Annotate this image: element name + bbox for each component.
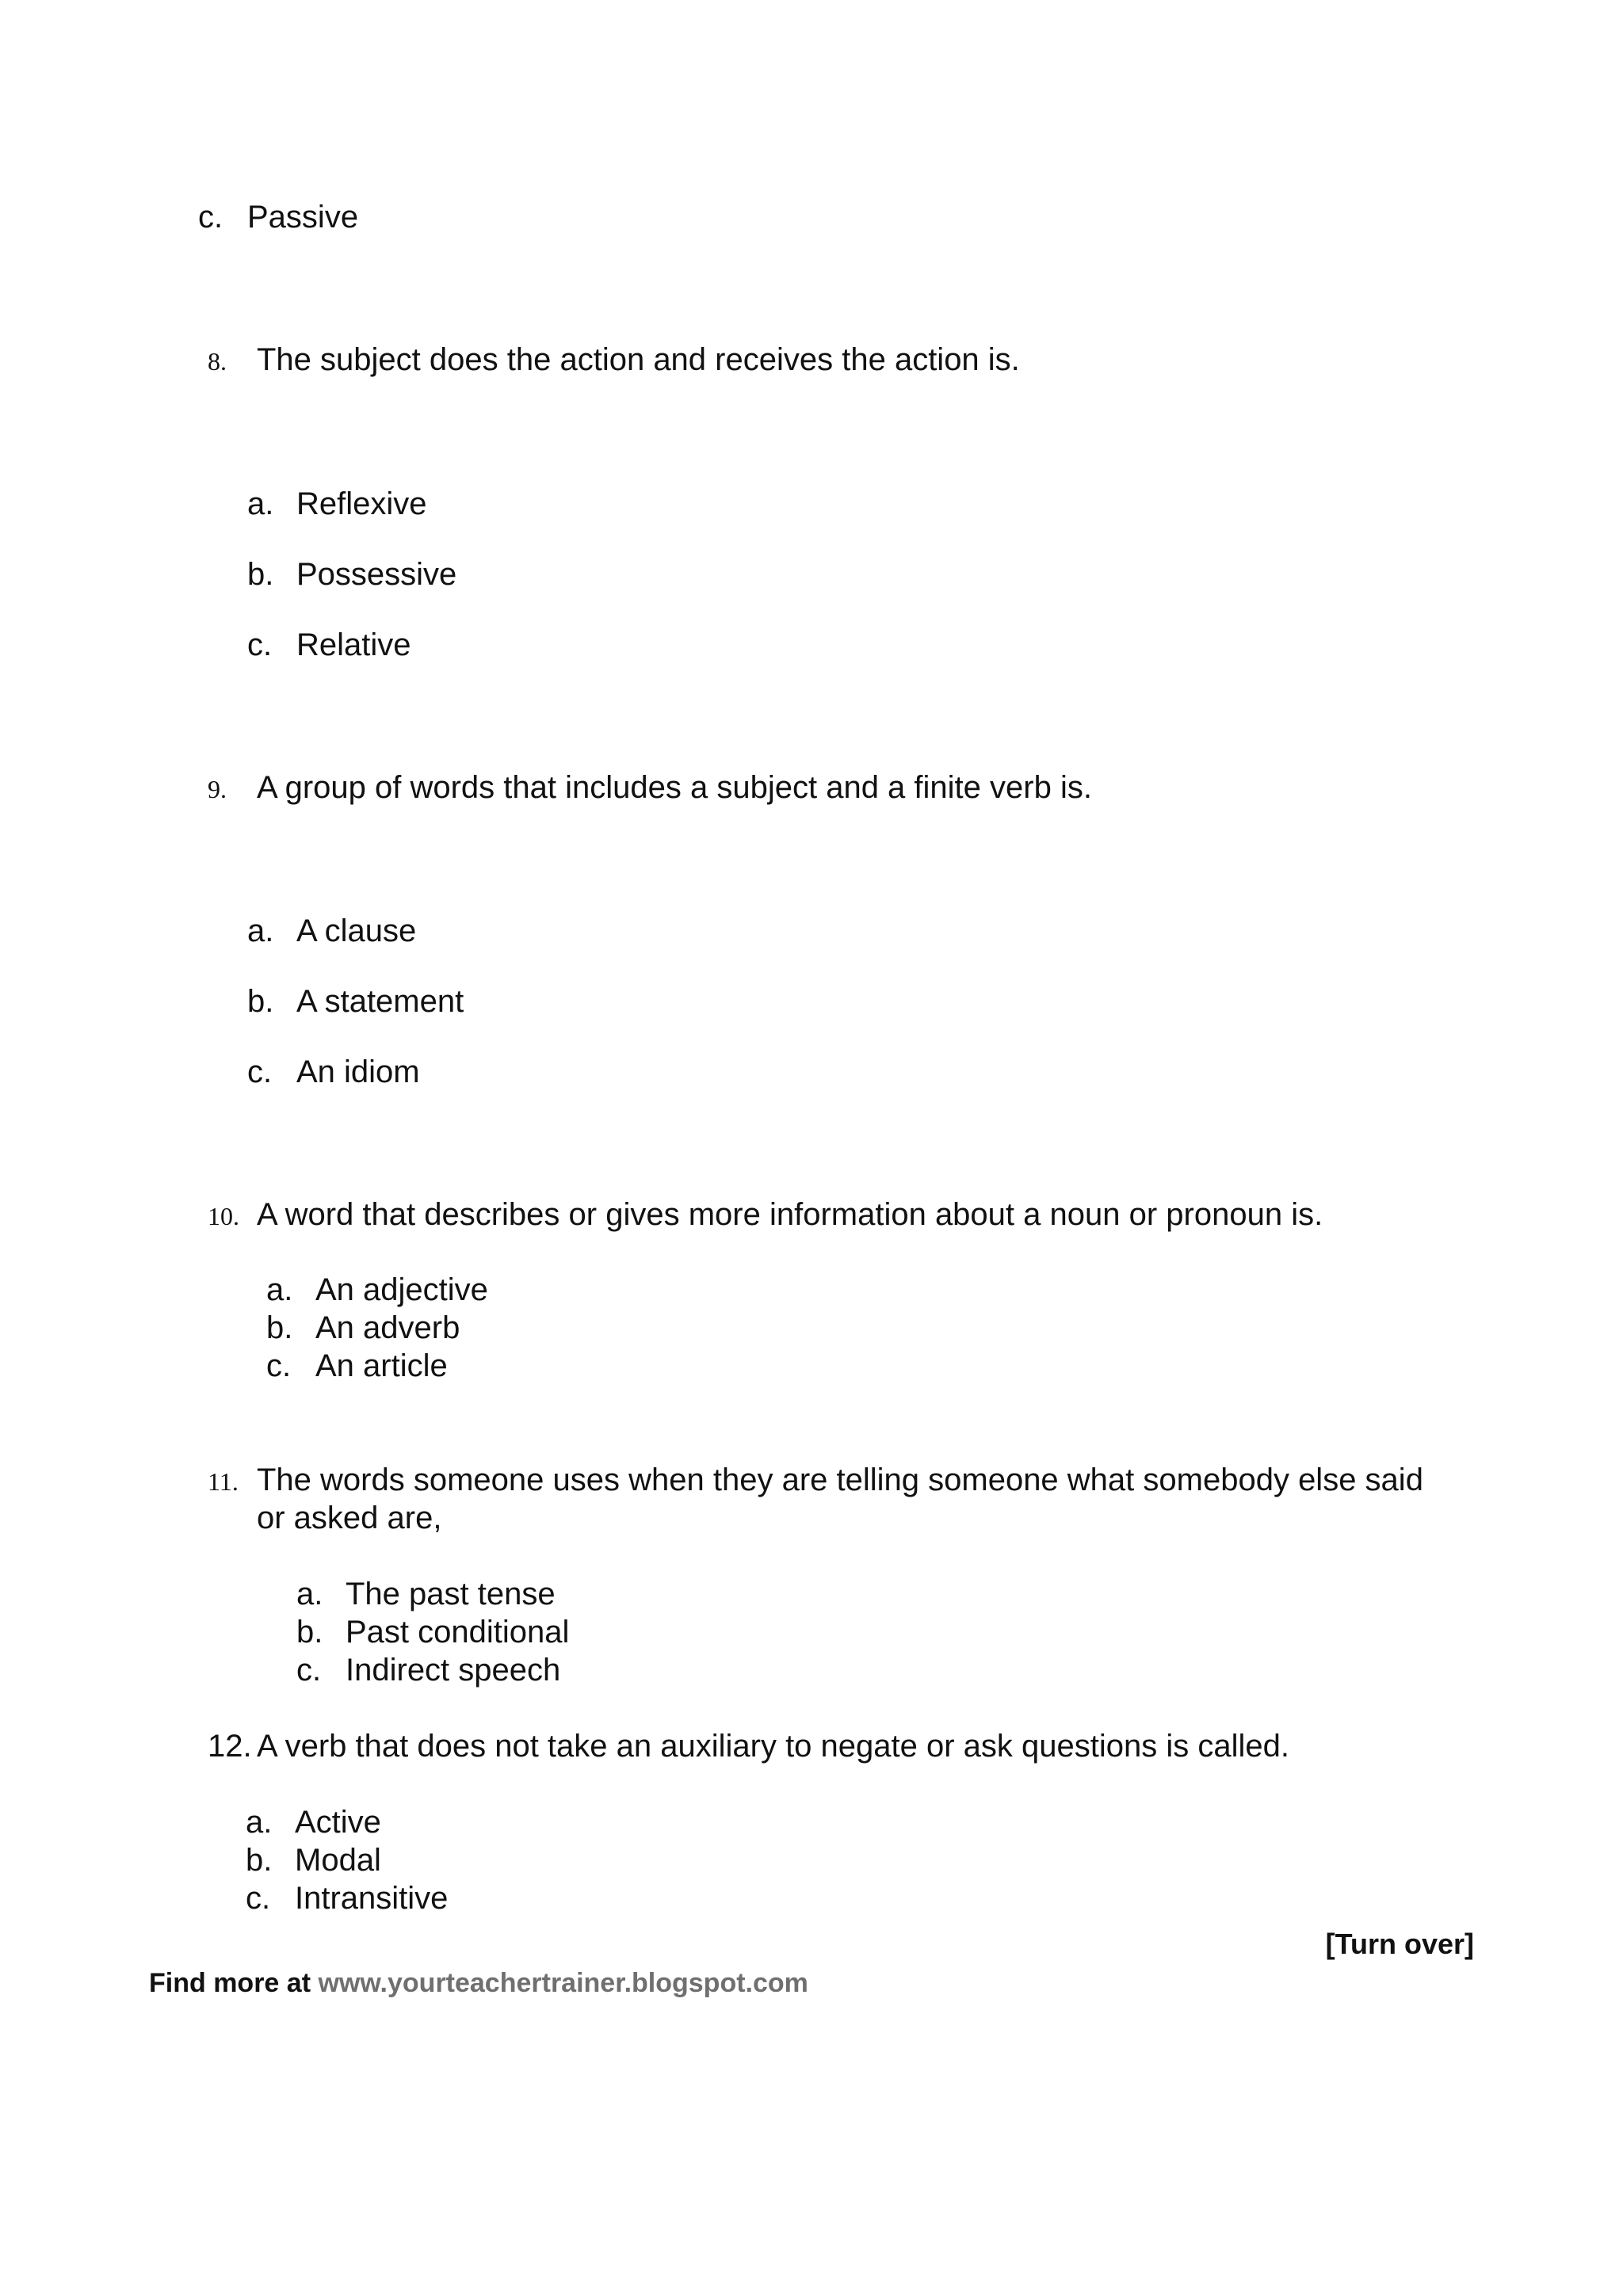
question-text: A group of words that includes a subject and a finite verb is. [257,770,1092,805]
question-text: A verb that does not take an auxiliary to negate or ask questions is called. [257,1729,1290,1764]
option-text: A clause [296,913,417,948]
option-text: Intransitive [295,1881,449,1916]
question-number: 12. [208,1729,252,1764]
option-text: An idiom [296,1055,420,1089]
option-letter: c. [296,1653,322,1688]
option-text: Past conditional [346,1615,570,1650]
question-text: The subject does the action and receives the action is. [257,342,1020,377]
question-text-line-2: or asked are, [257,1501,442,1535]
option-letter: a. [296,1577,323,1611]
option-letter: b. [247,984,274,1019]
turn-over-label: [Turn over] [1325,1928,1474,1960]
option-text: Indirect speech [346,1653,561,1688]
option-text: Reflexive [296,486,427,521]
option-letter: c. [246,1881,271,1916]
option-letter: b. [246,1843,273,1878]
option-letter: a. [266,1272,293,1307]
option-text: Active [295,1805,381,1840]
option-text: An article [315,1348,448,1383]
prev-option-letter: c. [198,200,223,235]
prev-option-text: Passive [247,200,359,235]
option-letter: a. [247,913,274,948]
question-text: A word that describes or gives more information about a noun or pronoun is. [257,1197,1323,1232]
option-letter: c. [266,1348,292,1383]
option-text: Modal [295,1843,381,1878]
option-text: Relative [296,627,411,662]
question-number: 11. [208,1467,239,1496]
footer-link[interactable]: www.yourteachertrainer.blogspot.com [318,1968,808,1998]
option-letter: b. [296,1615,323,1650]
footer-prefix: Find more at [149,1968,319,1998]
question-number: 8. [208,347,227,376]
question-number: 9. [208,775,227,803]
option-letter: a. [246,1805,273,1840]
option-text: An adjective [315,1272,488,1307]
option-letter: b. [247,557,274,592]
option-letter: a. [247,486,274,521]
option-letter: b. [266,1310,293,1345]
option-text: An adverb [315,1310,460,1345]
option-text: The past tense [346,1577,556,1611]
footer [149,1966,808,2000]
question-text-line-1: The words someone uses when they are telling someone what somebody else said [257,1463,1423,1497]
option-text: A statement [296,984,464,1019]
option-text: Possessive [296,557,457,592]
question-number: 10. [208,1202,239,1230]
option-letter: c. [247,627,273,662]
option-letter: c. [247,1055,273,1089]
